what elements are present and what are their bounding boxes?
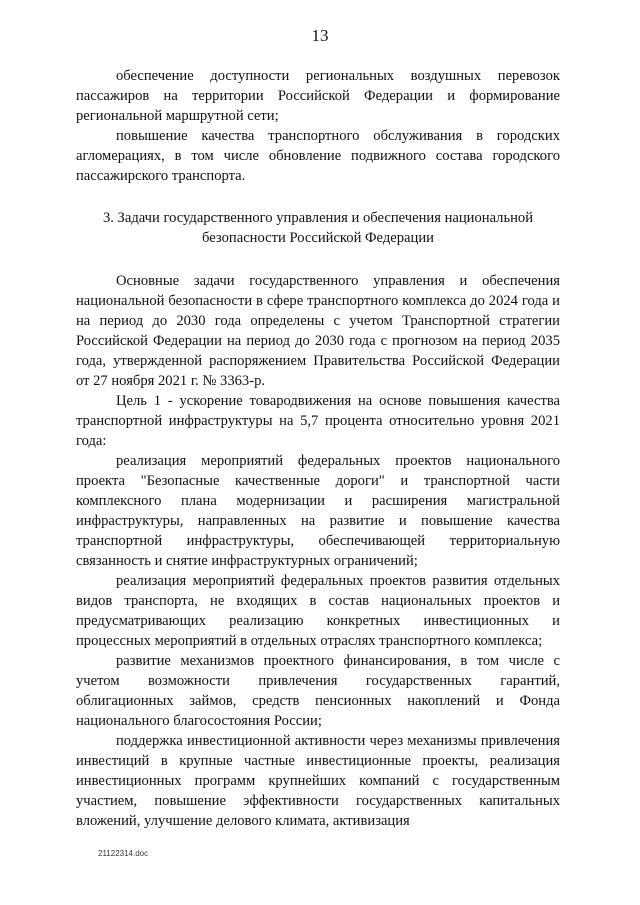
paragraph-investment-support: поддержка инвестиционной активности через механизмы привлечения инвестиций в крупные частные инвестиционные проекты, реализация инвестиционных программ крупнейших компаний с государственным участием, повышение эффективности государственных капитальных вложений, улучшение делового климата, активизация	[76, 733, 560, 829]
paragraph-goal-1: Цель 1 - ускорение товародвижения на основе повышения качества транспортной инфраструктуры на 5,7 процента относительно уровня 2021 года:	[76, 393, 560, 449]
section-heading	[76, 208, 560, 248]
document-filename: 21122314.doc	[98, 849, 149, 858]
paragraph-transport-types: реализация мероприятий федеральных проектов развития отдельных видов транспорта, не входящих в состав национальных проектов и предусматривающих реализацию конкретных инвестиционных и процессных мероприятий в отдельных отраслях транспортного комплекса;	[76, 573, 560, 649]
paragraph-urban-transport: повышение качества транспортного обслуживания в городских агломерациях, в том числе обновление подвижного состава городского пассажирского транспорта.	[76, 128, 560, 184]
paragraph-regional-air: обеспечение доступности региональных воздушных перевозок пассажиров на территории Российской Федерации и формирование региональной маршрутной сети;	[76, 68, 560, 124]
paragraph-project-finance: развитие механизмов проектного финансирования, в том числе с учетом возможности привлечения государственных гарантий, облигационных займов, средств пенсионных накоплений и Фонда национального благосостояния России;	[76, 653, 560, 729]
section-heading-line-2: безопасности Российской Федерации	[202, 230, 434, 246]
page-number: 13	[311, 26, 329, 45]
paragraph-federal-projects: реализация мероприятий федеральных проектов национального проекта "Безопасные качественные дороги" и транспортной части комплексного плана модернизации и расширения магистральной инфраструктуры, направленных на развитие и повышение качества транспортной инфраструктуры, обеспечивающей территориальную связанность и снятие инфраструктурных ограничений;	[76, 453, 560, 569]
document-body	[76, 66, 560, 831]
section-heading-line-1: 3. Задачи государственного управления и обеспечения национальной	[102, 210, 534, 226]
paragraph-main-tasks: Основные задачи государственного управления и обеспечения национальной безопасности в сфере транспортного комплекса до 2024 года и на период до 2030 года определены с учетом Транспортной стратегии Российской Федерации на период до 2030 года с прогнозом на период 2035 года, утвержденной распоряжением Правительства Российской Федерации от 27 ноября 2021 г. № 3363-р.	[76, 273, 560, 389]
